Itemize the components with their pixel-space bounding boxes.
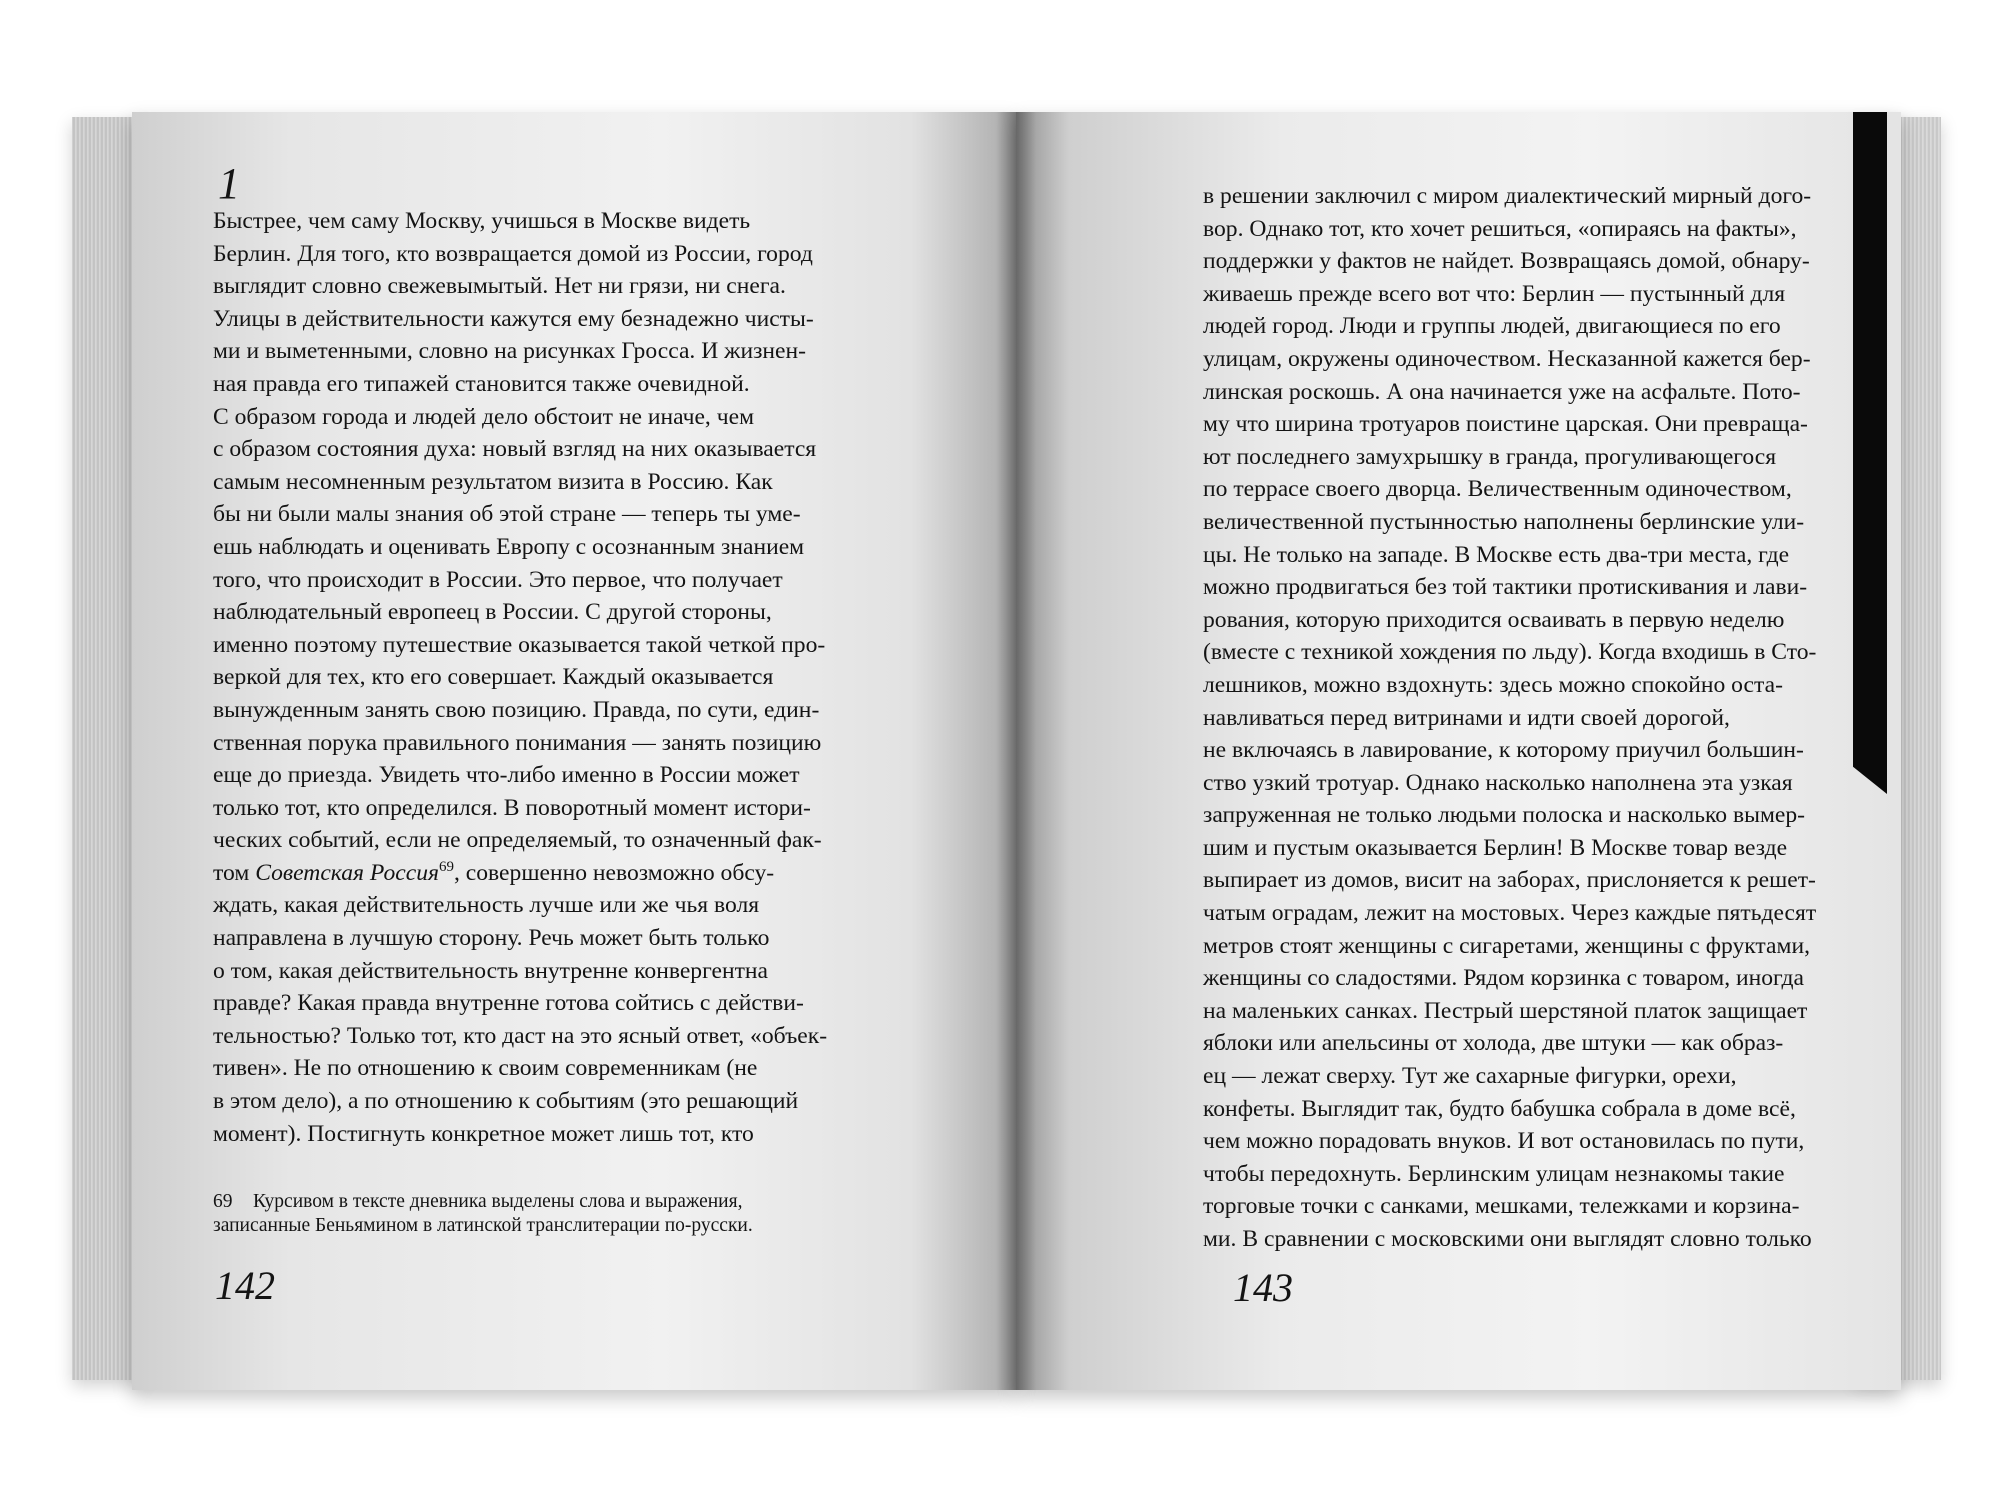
right-page-body [1203,180,1816,1256]
text-line: шим и пустым оказывается Берлин! В Москве товар везде [1203,834,1788,861]
text-line: С образом города и людей дело обстоит не иначе, чем [213,403,754,430]
text-line: Улицы в действительности кажутся ему безнадежно чисты- [213,305,814,332]
text-line: вор. Однако тот, кто хочет решиться, «опираясь на факты», [1203,215,1797,242]
chapter-number: 1 [218,159,240,208]
bookmark-ribbon [1853,112,1887,794]
text-line: улицам, окружены одиночеством. Несказанной кажется бер- [1203,345,1811,372]
text-line: поддержки у фактов не найдет. Возвращаясь домой, обнару- [1203,248,1810,275]
text-line: на маленьких санках. Пестрый шерстяной платок защищает [1203,997,1808,1024]
text-line [213,857,827,890]
text-line: живаешь прежде всего вот что: Берлин — пустынный для [1203,280,1786,307]
text-line: женщины со сладостями. Рядом корзинка с товаром, иногда [1203,965,1805,992]
text-line: можно продвигаться без той тактики протискивания и лави- [1203,574,1808,601]
text-line: направлена в лучшую сторону. Речь может быть только [213,925,770,952]
text-line: навливаться перед витринами и идти своей дорогой, [1203,704,1730,731]
text-line: еще до приезда. Увидеть что-либо именно в России может [213,762,800,789]
text-line: именно поэтому путешествие оказывается такой четкой про- [213,631,826,658]
text-line: метров стоят женщины с сигаретами, женщины с фруктами, [1203,932,1810,959]
text-line: лешников, можно вздохнуть: здесь можно спокойно оста- [1203,671,1783,698]
text-line: ственная порука правильного понимания — занять позицию [213,729,822,756]
page-number-left: 142 [215,1263,275,1308]
text-line: по террасе своего дворца. Величественным одиночеством, [1203,476,1792,503]
text-line: ство узкий тротуар. Однако насколько наполнена эта узкая [1203,769,1793,796]
text-line: величественной пустынностью наполнены берлинские ули- [1203,508,1805,535]
text-line: чтобы передохнуть. Берлинским улицам незнакомы такие [1203,1160,1785,1187]
text-line: правде? Какая правда внутренне готова сойтись с действи- [213,990,804,1017]
footnote-line [213,1190,753,1214]
text-line: тельностью? Только тот, кто даст на это ясный ответ, «объек- [213,1022,828,1049]
text-line: яблоки или апельсины от холода, две штуки — как образ- [1203,1030,1784,1057]
text-line: Быстрее, чем саму Москву, учишься в Москве видеть [213,208,751,234]
text-line: не включаясь в лавирование, к которому приучил большин- [1203,737,1804,764]
text-line: ми. В сравнении с московскими они выглядят словно только [1203,1226,1812,1252]
text-line: рования, которую приходится осваивать в первую неделю [1203,606,1785,633]
footnote-number: 69 [213,1191,233,1212]
text-line: ная правда его типажей становится также очевидной. [213,370,750,397]
text-line: (вместе с техникой хождения по льду). Когда входишь в Сто- [1203,639,1817,666]
text-line: момент). Постигнуть конкретное может лишь тот, кто [213,1120,754,1147]
text-line: только тот, кто определился. В поворотный момент истори- [213,794,811,821]
footnote-line: записанные Беньямином в латинской транслитерации по-русски. [213,1215,753,1236]
text-line: ют последнего замухрышку в гранда, прогуливающегося [1203,443,1777,470]
text-line: бы ни были малы знания об этой стране — теперь ты уме- [213,501,801,528]
text-line: наблюдательный европеец в России. С другой стороны, [213,599,772,626]
text-line: веркой для тех, кто его совершает. Каждый оказывается [213,664,774,691]
left-page-body [213,205,827,1150]
italic-phrase: Советская Россия [255,859,439,886]
text-line: вынужденным занять свою позицию. Правда, по сути, един- [213,696,820,723]
footnote [213,1190,753,1238]
text-line: людей город. Люди и группы людей, двигающиеся по его [1203,313,1781,340]
book-gutter [996,112,1036,1390]
text-segment: , совершенно невозможно обсу- [453,859,775,886]
text-line: о том, какая действительность внутренне конвергентна [213,957,768,984]
footnote-text: Курсивом в тексте дневника выделены слова и выражения, [253,1191,743,1212]
text-line: чем можно порадовать внуков. И вот остановилась по пути, [1203,1128,1805,1155]
text-line: тивен». Не по отношению к своим современникам (не [213,1055,758,1082]
text-line: запруженная не только людьми полоска и насколько вымер- [1203,802,1806,829]
footnote-reference: 69 [438,859,454,876]
text-line: цы. Не только на западе. В Москве есть два-три места, где [1203,541,1790,568]
text-line: чатым оградам, лежит на мостовых. Через каждые пятьдесят [1203,900,1817,927]
text-line: в решении заключил с миром диалектический мирный дого- [1203,183,1812,209]
text-line: ешь наблюдать и оценивать Европу с осознанным знанием [213,533,805,560]
text-line: ждать, какая действительность лучше или же чья воля [213,892,760,919]
text-line: выглядит словно свежевымытый. Нет ни грязи, ни снега. [213,273,786,300]
page-number-right: 143 [1233,1265,1293,1310]
text-line: ческих событий, если не определяемый, то означенный фак- [213,827,822,854]
text-line: ец — лежат сверху. Тут же сахарные фигурки, орехи, [1203,1063,1737,1090]
text-line: му что ширина тротуаров поистине царская. Они превраща- [1203,411,1808,438]
text-line: торговые точки с санками, мешками, тележками и корзина- [1203,1193,1800,1220]
text-line: того, что происходит в России. Это первое, что получает [213,566,783,593]
text-line: ми и выметенными, словно на рисунках Гросса. И жизнен- [213,338,806,365]
text-line: в этом дело), а по отношению к событиям (это решающий [213,1088,799,1115]
text-line: самым несомненным результатом визита в Россию. Как [213,468,773,495]
text-line: Берлин. Для того, кто возвращается домой из России, город [213,240,813,267]
text-line: линская роскошь. А она начинается уже на асфальте. Пото- [1203,378,1801,405]
text-line: конфеты. Выглядит так, будто бабушка собрала в доме всё, [1203,1095,1796,1122]
text-line: с образом состояния духа: новый взгляд на них оказывается [213,436,817,463]
text-line: выпирает из домов, висит на заборах, прислоняется к решет- [1203,867,1816,894]
text-segment: том [213,859,256,886]
